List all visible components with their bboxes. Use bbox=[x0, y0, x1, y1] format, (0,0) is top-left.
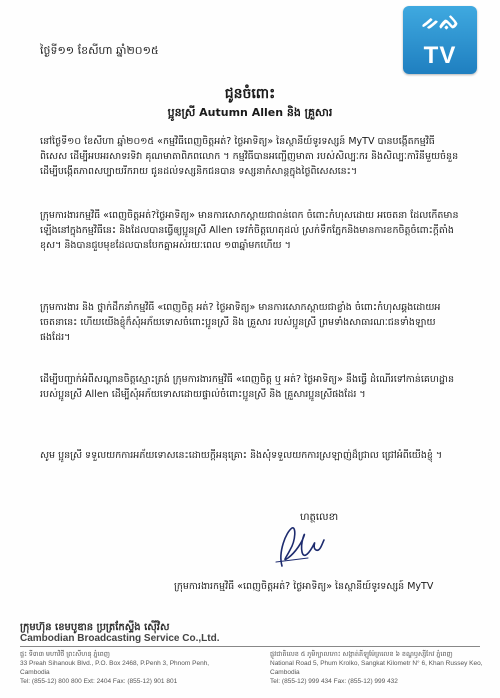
company-name-english: Cambodian Broadcasting Service Co.,Ltd. bbox=[20, 633, 220, 644]
address-right-line-1: ផ្លូវជាតិលេខ ៥ ភូមិក្បាលកោះ សង្កាត់គីឡូម៉ែត្រលេខ ៦ ខណ្ឌឫស្សីកែវ ភ្នំពេញ bbox=[270, 651, 453, 658]
footer-divider bbox=[20, 646, 480, 647]
paragraph-4: ដើម្បីបញ្ជាក់អំពីសណ្តានចិត្តស្មោះត្រង់ ក្រុមការងារកម្មវិធី «ពេញចិត្ត ឬ អត់? ថ្ងៃអាទិត្យ» នឹងធ្វើ ដំណើរទៅកាន់គេហដ្ឋានរបស់ប្អូនស្រី Allen ដើម្បីសុំអភ័យទោសដោយផ្ទាល់ចំពោះប្អូនស្រី និង គ្រួសារប្អូនស្រីផងដែរ ។ bbox=[40, 374, 455, 400]
footer-address-left bbox=[20, 650, 230, 686]
logo-top-text: ᨀᨁ bbox=[421, 10, 459, 35]
address-right-line-2: National Road 5, Phum Krolko, Sangkat Kilometr N° 6, Khan Russey Keo, Cambodia bbox=[270, 660, 483, 676]
logo-bottom-text: TV bbox=[423, 42, 457, 69]
address-right-line-3: Tel: (855-12) 999 434 Fax: (855-12) 999 432 bbox=[270, 678, 398, 685]
letter-recipient: ប្អូនស្រី Autumn Allen និង គ្រួសារ bbox=[167, 106, 333, 119]
address-left-line-1: ផ្ទះ ទី៣៣ មហាវិថី ព្រះសីហនុ ភ្នំពេញ bbox=[20, 651, 110, 658]
signature-image bbox=[268, 522, 328, 572]
address-left-line-3: Tel: (855-12) 800 800 Ext: 2404 Fax: (855-12) 901 801 bbox=[20, 678, 178, 685]
letter-title: ជូនចំពោះ bbox=[224, 86, 276, 102]
paragraph-2: ក្រុមការងារកម្មវិធី «ពេញចិត្តអត់?ថ្ងៃអាទិត្យ» មានការសោកស្តាយជាពន់ពេក ចំពោះកំហុសដោយ អចេតនា ដែលកើតមានឡើងនៅក្នុងកម្មវិធីនេះ និងដែលបានធ្វើឲ្យប្អូនស្រី Allen ទេវកំចិត្តហេតុដល់ ស្រក់ទឹកភ្នែកនិងមានការខកចិត្តចំពោះក្តីតាំងខុស។ និងបានជួបមុខដែលបានបែកគ្នាអស់រយៈពេល ១៣ឆ្នាំមកហើយ ។ bbox=[40, 210, 459, 251]
company-name-khmer: ក្រុមហ៊ុន ខេមបូឌាន ប្រត្រកែស្ទីង ស៊ើវិស bbox=[20, 622, 170, 633]
paragraph-3: ក្រុមការងារ និង ថ្នាក់ដឹកនាំកម្មវិធី «ពេញចិត្ត អត់? ថ្ងៃអាទិត្យ» មានការសោកស្តាយជាខ្លាំង ចំពោះកំហុសឆ្គងដោយអចេតនានេះ ហើយយើងខ្ញុំក៏សុំអភ័យទោសចំពោះប្អូនស្រី និង គ្រួសារ របស់ប្អូនស្រី ព្រមទាំងសាធារណៈជនទាំងឡាយផងដែរ។ bbox=[40, 302, 441, 343]
signature-label: ហត្ថលេខា bbox=[300, 512, 339, 523]
footer-address-right bbox=[270, 650, 485, 686]
paragraph-1: នៅថ្ងៃទី១០ ខែសីហា ឆ្នាំ២០១៥ «កម្មវិធីពេញចិត្តអត់? ថ្ងៃអាទិត្យ» នៃស្ថានីយ៍ទូរទស្សន៍ MyTV បានបង្កើតកម្មវិធីពិសេស ដើម្បីអបអរសាទរទិវា គុណមាតាពិភពលោក ។ កម្មវិធីបានអញ្ជើញមាតា របស់សិល្បៈករ និងសិល្បៈការិនីមួយចំនួន ដើម្បីបង្កើតភាពសប្បាយរីករាយ ជូនដល់ទស្សនិកជនបាន ទស្សនាកំសាន្តក្នុងថ្ងៃពិសេសនេះ។ bbox=[40, 136, 459, 177]
paragraph-5: សូម ប្អូនស្រី ទទួលយកការអភ័យទោសនេះដោយក្តីអនុគ្រោះ និងសុំទទួលយកការស្រឡាញ់ដ៏ជ្រាល ជ្រៅអំពីយើងខ្ញុំ ។ bbox=[40, 450, 443, 461]
signature-organization: ក្រុមការងារកម្មវិធី «ពេញចិត្តអត់? ថ្ងៃអាទិត្យ» នៃស្ថានីយ៍ទូរទស្សន៍ MyTV bbox=[174, 581, 434, 592]
address-left-line-2: 33 Preah Sihanouk Blvd., P.O. Box 2468, P.Penh 3, Phnom Penh, Cambodia bbox=[20, 660, 210, 676]
mytv-logo bbox=[403, 6, 477, 74]
letter-date: ថ្ងៃទី១១ ខែសីហា ឆ្នាំ២០១៥ bbox=[40, 44, 159, 57]
